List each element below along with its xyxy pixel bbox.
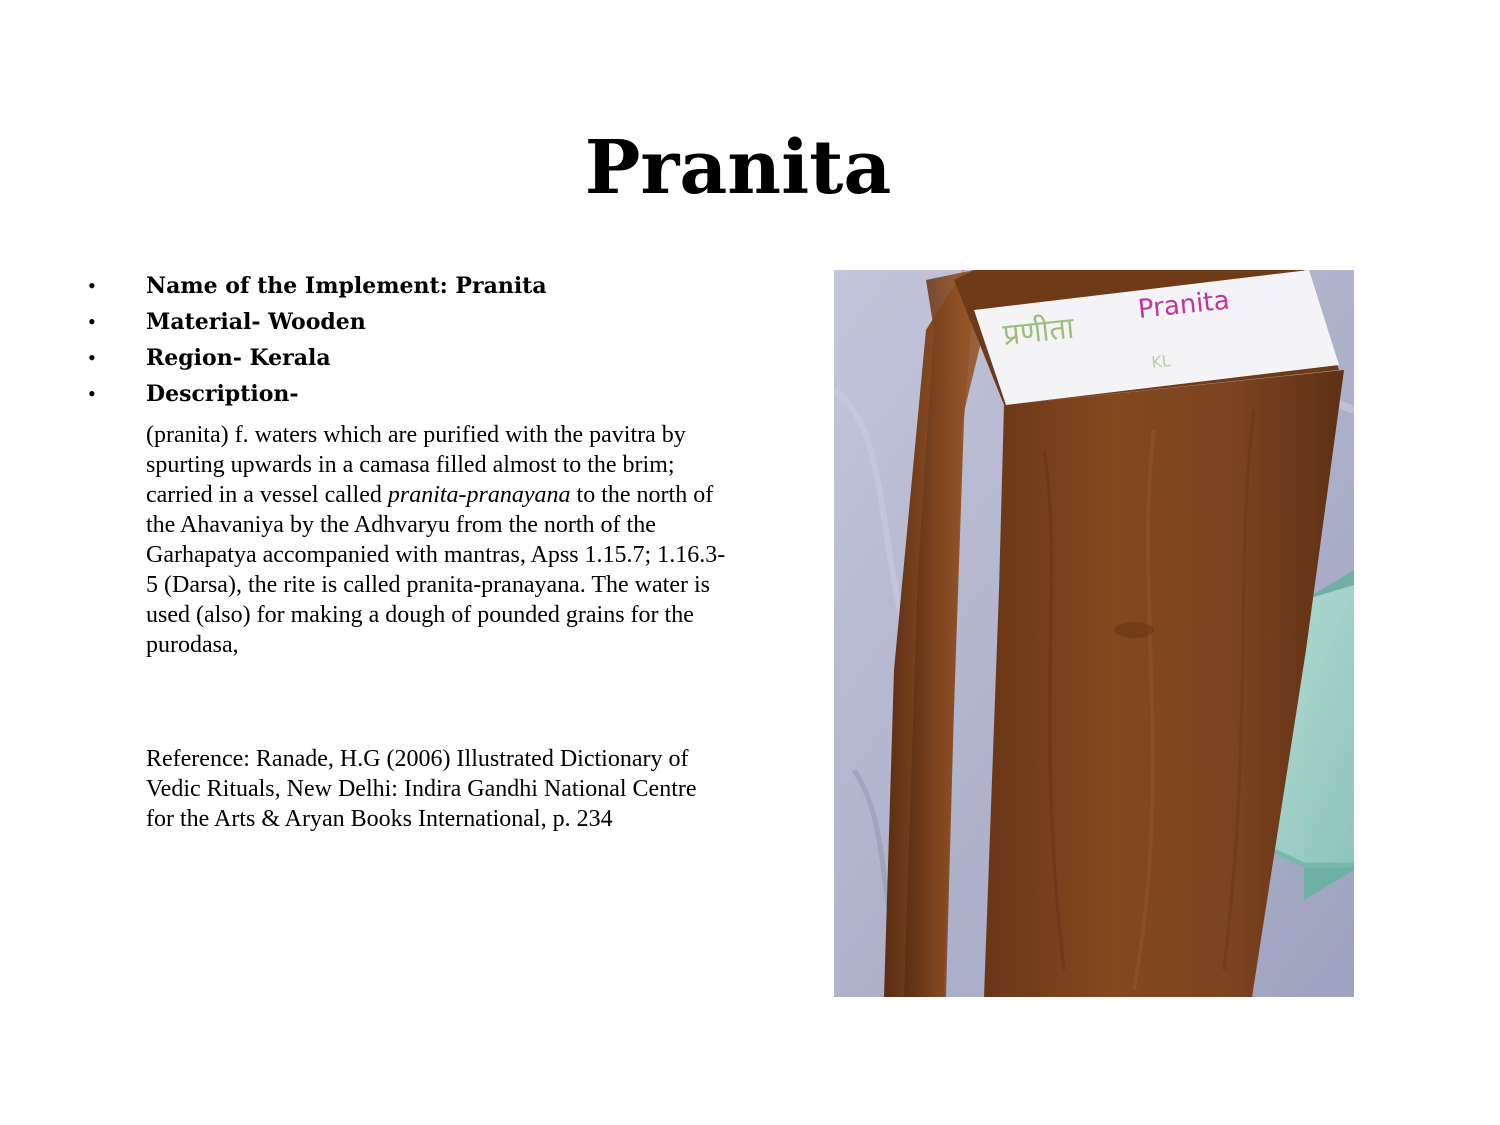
bullet-region xyxy=(88,340,728,376)
slide-body xyxy=(88,268,728,834)
bullet-implement-name xyxy=(88,268,728,304)
bullet-label: Material- Wooden xyxy=(146,309,366,335)
bullet-label: Description- xyxy=(146,381,299,407)
description-paragraph xyxy=(146,420,726,660)
bullet-label: Name of the Implement: Pranita xyxy=(146,273,547,299)
label-english-text: Pranita xyxy=(1136,285,1231,325)
slide-title: Pranita xyxy=(584,125,892,211)
bullet-material xyxy=(88,304,728,340)
reference-citation: Reference: Ranade, H.G (2006) Illustrated Dictionary of Vedic Rituals, New Delhi: Indira Gandhi National Centre for the Arts & Aryan Books International, p. 234 xyxy=(146,746,697,832)
implement-photo-drawing xyxy=(834,270,1354,997)
bullet-list xyxy=(88,268,728,412)
bullet-marker: • xyxy=(88,273,96,298)
bullet-marker: • xyxy=(88,309,96,334)
implement-photo xyxy=(834,270,1354,997)
bullet-description xyxy=(88,376,728,412)
bullet-marker: • xyxy=(88,345,96,370)
description-text-end: to the north of the Ahavaniya by the Adhvaryu from the north of the Garhapatya accompanied with mantras, Apss 1.15.7; 1.16.3-5 (Darsa), the rite is called pranita-pranayana. The water is used (also) for making a dough of pounded grains for the purodasa, xyxy=(146,482,726,658)
description-text-start: (pranita) f. waters which are purified with the pavitra by spurting upwards in a camasa filled almost to the brim; carried in a vessel called xyxy=(146,422,686,508)
bullet-label: Region- Kerala xyxy=(146,345,331,371)
bullet-marker: • xyxy=(88,381,96,406)
label-code-text: KL xyxy=(1150,351,1172,372)
label-hindi-text: प्रणीता xyxy=(1001,310,1076,353)
description-italic-term: pranita-pranayana xyxy=(387,482,571,508)
